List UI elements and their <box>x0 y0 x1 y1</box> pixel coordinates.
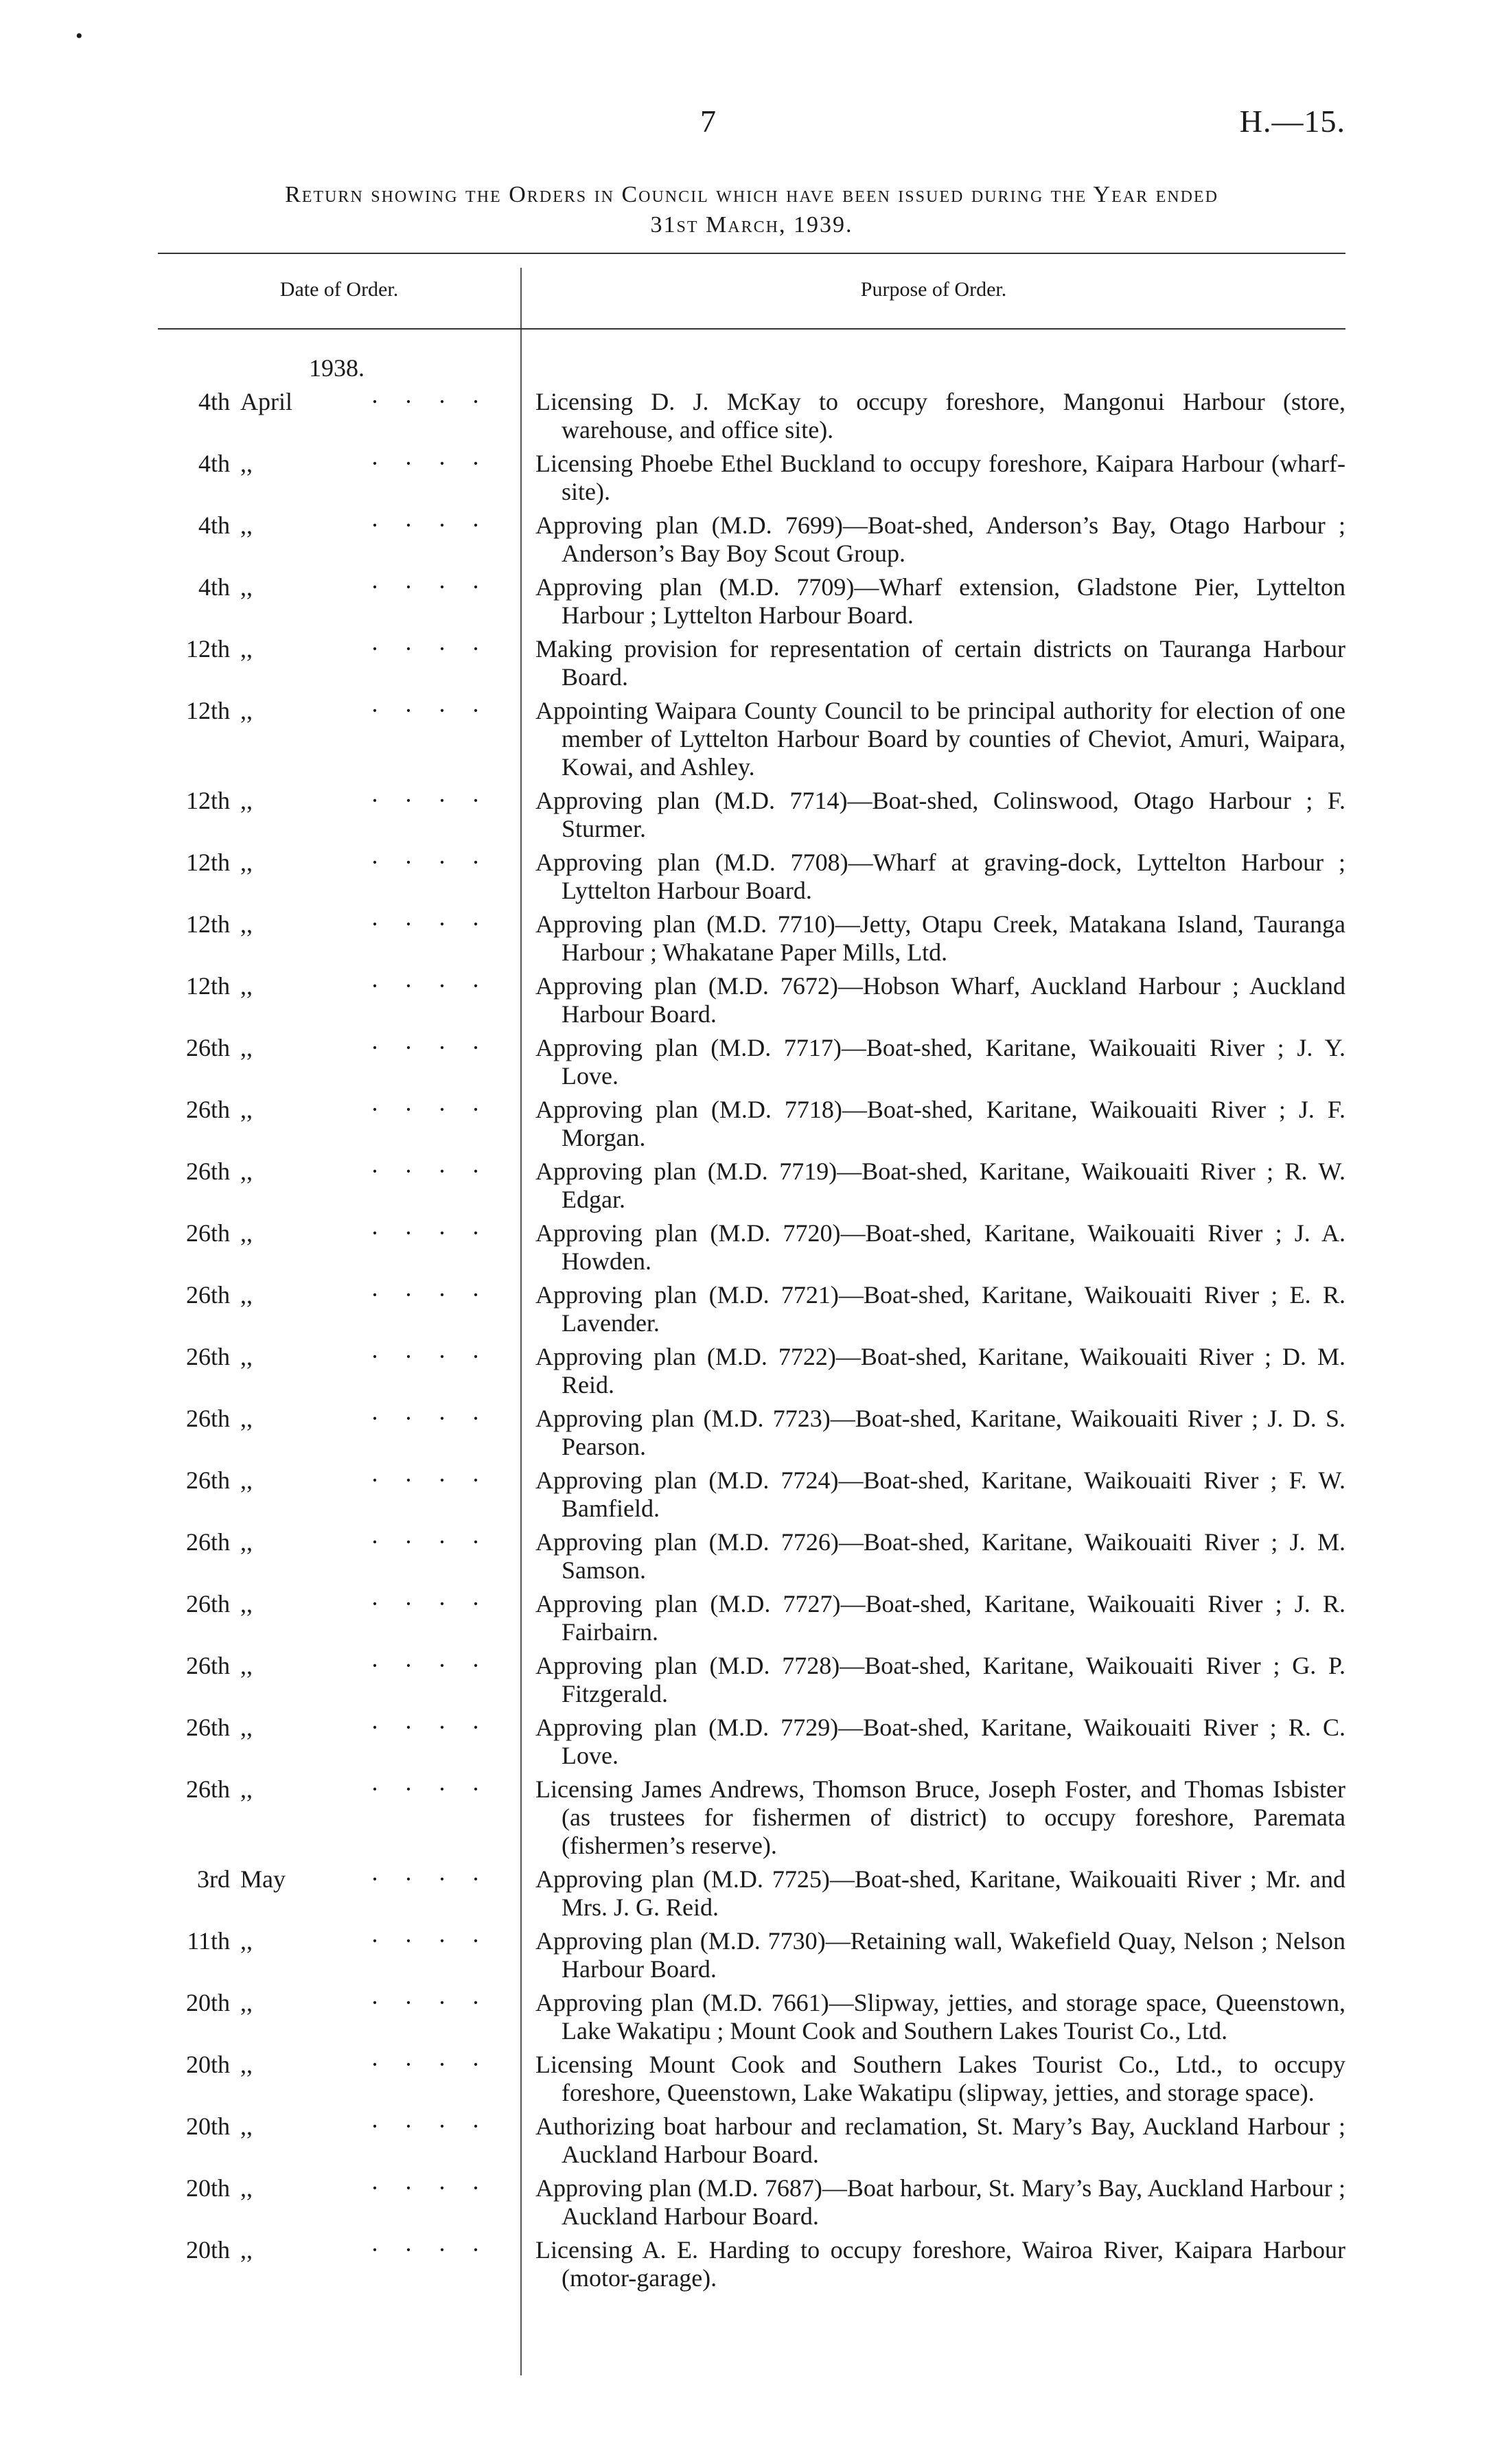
dot-leader: · · · · <box>371 1343 489 1370</box>
date-month: ,, <box>240 787 253 814</box>
dot-leader: · · · · <box>371 511 489 539</box>
table-row <box>158 2236 1345 2292</box>
dot-leader: · · · · <box>371 1528 489 1556</box>
table-top-rule <box>158 253 1345 254</box>
date-month: ,, <box>240 1343 253 1370</box>
purpose-cell: Approving plan (M.D. 7721)—Boat-shed, Karitane, Waikouaiti River ; E. R. Lavender. <box>535 1281 1345 1337</box>
date-month: April <box>240 388 292 415</box>
date-day: 26th <box>185 1528 230 1556</box>
date-month: ,, <box>240 1096 253 1123</box>
date-day: 26th <box>185 1343 230 1370</box>
dot-leader: · · · · <box>371 1652 489 1679</box>
date-cell <box>158 2236 520 2292</box>
date-month: ,, <box>240 2051 253 2078</box>
dot-leader: · · · · <box>371 972 489 1000</box>
table-row <box>158 635 1345 691</box>
date-day: 20th <box>185 1989 230 2016</box>
date-month: ,, <box>240 1652 253 1679</box>
date-day: 4th <box>198 450 230 477</box>
purpose-cell: Appointing Waipara County Council to be principal authority for election of one member of Lyttelton Harbour Board by counties of Cheviot, Amuri, Waipara, Kowai, and Ashley. <box>535 697 1345 781</box>
date-day: 12th <box>185 910 230 938</box>
purpose-cell: Approving plan (M.D. 7710)—Jetty, Otapu Creek, Matakana Island, Tauranga Harbour ; Whakatane Paper Mills, Ltd. <box>535 910 1345 966</box>
table-row <box>158 1927 1345 1983</box>
date-cell <box>158 2112 520 2169</box>
date-day: 26th <box>185 1158 230 1185</box>
date-month: ,, <box>240 1989 253 2016</box>
date-cell <box>158 1466 520 1523</box>
purpose-cell: Licensing James Andrews, Thomson Bruce, Joseph Foster, and Thomas Isbister (as trustees for fishermen of district) to occupy foreshore, Paremata (fishermen’s reserve). <box>535 1775 1345 1859</box>
date-month: ,, <box>240 511 253 539</box>
dot-leader: · · · · <box>371 1590 489 1617</box>
date-day: 26th <box>185 1590 230 1617</box>
dot-leader: · · · · <box>371 1405 489 1432</box>
date-month: ,, <box>240 2112 253 2140</box>
table-row <box>158 450 1345 506</box>
date-month: ,, <box>240 1034 253 1061</box>
table-row <box>158 2051 1345 2107</box>
date-day: 20th <box>185 2051 230 2078</box>
date-day: 20th <box>185 2236 230 2264</box>
date-cell <box>158 1865 520 1922</box>
date-month: ,, <box>240 2236 253 2264</box>
date-day: 26th <box>185 1219 230 1247</box>
header-bottom-rule <box>158 328 1345 330</box>
document-title <box>158 180 1345 240</box>
date-cell <box>158 1989 520 2045</box>
purpose-cell: Approving plan (M.D. 7725)—Boat-shed, Karitane, Waikouaiti River ; Mr. and Mrs. J. G. Reid. <box>535 1865 1345 1921</box>
purpose-cell: Approving plan (M.D. 7729)—Boat-shed, Karitane, Waikouaiti River ; R. C. Love. <box>535 1714 1345 1769</box>
purpose-cell: Licensing D. J. McKay to occupy foreshore, Mangonui Harbour (store, warehouse, and office site). <box>535 388 1345 444</box>
date-day: 4th <box>198 388 230 415</box>
table-row <box>158 1219 1345 1276</box>
dot-leader: · · · · <box>371 1466 489 1494</box>
date-cell <box>158 388 520 444</box>
date-month: ,, <box>240 1927 253 1955</box>
purpose-cell: Licensing Phoebe Ethel Buckland to occupy foreshore, Kaipara Harbour (wharf-site). <box>535 450 1345 505</box>
table-row <box>158 910 1345 967</box>
date-month: ,, <box>240 697 253 724</box>
page-header <box>158 103 1345 144</box>
purpose-cell: Approving plan (M.D. 7661)—Slipway, jetties, and storage space, Queenstown, Lake Wakatipu ; Mount Cook and Southern Lakes Tourist Co., Ltd. <box>535 1989 1345 2045</box>
date-cell <box>158 1714 520 1770</box>
date-month: ,, <box>240 1466 253 1494</box>
date-month: ,, <box>240 972 253 1000</box>
date-cell <box>158 972 520 1028</box>
year-label: 1938. <box>309 354 365 382</box>
dot-leader: · · · · <box>371 910 489 938</box>
date-cell <box>158 787 520 843</box>
dot-leader: · · · · <box>371 1775 489 1803</box>
table-row <box>158 1528 1345 1585</box>
dot-leader: · · · · <box>371 697 489 724</box>
table-row <box>158 1405 1345 1461</box>
date-day: 12th <box>185 697 230 724</box>
table-row <box>158 1989 1345 2045</box>
purpose-cell: Approving plan (M.D. 7719)—Boat-shed, Karitane, Waikouaiti River ; R. W. Edgar. <box>535 1158 1345 1213</box>
dot-leader: · · · · <box>371 2051 489 2078</box>
table-row <box>158 511 1345 568</box>
column-header-date: Date of Order. <box>279 278 399 301</box>
date-cell <box>158 1927 520 1983</box>
table-row <box>158 1096 1345 1152</box>
dot-leader: · · · · <box>371 1989 489 2016</box>
purpose-cell: Approving plan (M.D. 7727)—Boat-shed, Karitane, Waikouaiti River ; J. R. Fairbairn. <box>535 1590 1345 1646</box>
purpose-cell: Approving plan (M.D. 7699)—Boat-shed, Anderson’s Bay, Otago Harbour ; Anderson’s Bay Boy Scout Group. <box>535 511 1345 567</box>
date-day: 4th <box>198 573 230 601</box>
date-cell <box>158 1590 520 1646</box>
date-day: 26th <box>185 1775 230 1803</box>
table-row <box>158 1775 1345 1860</box>
date-cell <box>158 2051 520 2107</box>
purpose-cell: Approving plan (M.D. 7724)—Boat-shed, Karitane, Waikouaiti River ; F. W. Bamfield. <box>535 1466 1345 1522</box>
date-cell <box>158 1219 520 1276</box>
date-day: 26th <box>185 1652 230 1679</box>
dot-leader: · · · · <box>371 787 489 814</box>
date-cell <box>158 573 520 630</box>
dot-leader: · · · · <box>371 1927 489 1955</box>
date-cell <box>158 1405 520 1461</box>
date-cell <box>158 1096 520 1152</box>
date-cell <box>158 1775 520 1860</box>
purpose-cell: Approving plan (M.D. 7717)—Boat-shed, Karitane, Waikouaiti River ; J. Y. Love. <box>535 1034 1345 1090</box>
date-day: 12th <box>185 849 230 876</box>
table-row <box>158 1590 1345 1646</box>
purpose-cell: Approving plan (M.D. 7714)—Boat-shed, Colinswood, Otago Harbour ; F. Sturmer. <box>535 787 1345 842</box>
date-month: ,, <box>240 1714 253 1741</box>
date-day: 26th <box>185 1034 230 1061</box>
purpose-cell: Approving plan (M.D. 7726)—Boat-shed, Karitane, Waikouaiti River ; J. M. Samson. <box>535 1528 1345 1584</box>
document-reference: H.—15. <box>1239 104 1345 139</box>
stray-mark: • <box>76 25 83 47</box>
date-cell <box>158 1034 520 1090</box>
date-day: 20th <box>185 2174 230 2202</box>
dot-leader: · · · · <box>371 2174 489 2202</box>
table-row <box>158 1158 1345 1214</box>
date-day: 26th <box>185 1466 230 1494</box>
purpose-cell: Approving plan (M.D. 7672)—Hobson Wharf, Auckland Harbour ; Auckland Harbour Board. <box>535 972 1345 1028</box>
date-month: ,, <box>240 573 253 601</box>
orders-rows <box>158 388 1345 2298</box>
dot-leader: · · · · <box>371 1714 489 1741</box>
purpose-cell: Approving plan (M.D. 7723)—Boat-shed, Karitane, Waikouaiti River ; J. D. S. Pearson. <box>535 1405 1345 1460</box>
purpose-cell: Approving plan (M.D. 7687)—Boat harbour, St. Mary’s Bay, Auckland Harbour ; Auckland Harbour Board. <box>535 2174 1345 2230</box>
date-cell <box>158 450 520 506</box>
table-row <box>158 573 1345 630</box>
date-day: 20th <box>185 2112 230 2140</box>
table-row <box>158 1281 1345 1337</box>
date-month: ,, <box>240 910 253 938</box>
purpose-cell: Licensing Mount Cook and Southern Lakes Tourist Co., Ltd., to occupy foreshore, Queenstown, Lake Wakatipu (slipway, jetties, and storage space). <box>535 2051 1345 2106</box>
page-number: 7 <box>700 104 716 139</box>
purpose-cell: Authorizing boat harbour and reclamation, St. Mary’s Bay, Auckland Harbour ; Auckland Harbour Board. <box>535 2112 1345 2168</box>
table-row <box>158 849 1345 905</box>
table-row <box>158 1652 1345 1708</box>
date-cell <box>158 1158 520 1214</box>
dot-leader: · · · · <box>371 1865 489 1893</box>
date-month: ,, <box>240 1281 253 1309</box>
date-day: 26th <box>185 1281 230 1309</box>
date-month: ,, <box>240 849 253 876</box>
date-cell <box>158 511 520 568</box>
dot-leader: · · · · <box>371 849 489 876</box>
dot-leader: · · · · <box>371 2112 489 2140</box>
date-month: ,, <box>240 1158 253 1185</box>
date-cell <box>158 1343 520 1399</box>
date-day: 3rd <box>197 1865 230 1893</box>
dot-leader: · · · · <box>371 573 489 601</box>
dot-leader: · · · · <box>371 2236 489 2264</box>
date-day: 4th <box>198 511 230 539</box>
dot-leader: · · · · <box>371 1219 489 1247</box>
column-header-purpose: Purpose of Order. <box>860 278 1007 301</box>
date-cell <box>158 1528 520 1585</box>
dot-leader: · · · · <box>371 1034 489 1061</box>
dot-leader: · · · · <box>371 1281 489 1309</box>
date-month: ,, <box>240 635 253 663</box>
table-row <box>158 1714 1345 1770</box>
date-month: ,, <box>240 1775 253 1803</box>
purpose-cell: Approving plan (M.D. 7730)—Retaining wall, Wakefield Quay, Nelson ; Nelson Harbour Board. <box>535 1927 1345 1983</box>
dot-leader: · · · · <box>371 635 489 663</box>
date-cell <box>158 635 520 691</box>
date-month: ,, <box>240 1528 253 1556</box>
title-line-1: Return showing the Orders in Council which have been issued during the Year ended <box>285 182 1218 207</box>
date-day: 12th <box>185 787 230 814</box>
purpose-cell: Approving plan (M.D. 7718)—Boat-shed, Karitane, Waikouaiti River ; J. F. Morgan. <box>535 1096 1345 1151</box>
date-month: ,, <box>240 2174 253 2202</box>
date-day: 26th <box>185 1714 230 1741</box>
purpose-cell: Licensing A. E. Harding to occupy foreshore, Wairoa River, Kaipara Harbour (motor-garage). <box>535 2236 1345 2292</box>
date-day: 12th <box>185 972 230 1000</box>
table-row <box>158 1343 1345 1399</box>
purpose-cell: Approving plan (M.D. 7720)—Boat-shed, Karitane, Waikouaiti River ; J. A. Howden. <box>535 1219 1345 1275</box>
table-row <box>158 697 1345 781</box>
date-cell <box>158 910 520 967</box>
date-month: ,, <box>240 1405 253 1432</box>
date-cell <box>158 1652 520 1708</box>
purpose-cell: Approving plan (M.D. 7722)—Boat-shed, Karitane, Waikouaiti River ; D. M. Reid. <box>535 1343 1345 1398</box>
purpose-cell: Approving plan (M.D. 7728)—Boat-shed, Karitane, Waikouaiti River ; G. P. Fitzgerald. <box>535 1652 1345 1707</box>
table-row <box>158 1034 1345 1090</box>
title-line-2: 31st March, 1939. <box>650 212 853 238</box>
date-cell <box>158 2174 520 2231</box>
date-day: 12th <box>185 635 230 663</box>
dot-leader: · · · · <box>371 450 489 477</box>
table-row <box>158 972 1345 1028</box>
date-cell <box>158 1281 520 1337</box>
date-day: 26th <box>185 1405 230 1432</box>
table-row <box>158 1466 1345 1523</box>
date-cell <box>158 849 520 905</box>
date-month: ,, <box>240 1219 253 1247</box>
date-cell <box>158 697 520 781</box>
dot-leader: · · · · <box>371 1158 489 1185</box>
table-row <box>158 1865 1345 1922</box>
table-row <box>158 2174 1345 2231</box>
date-month: May <box>240 1865 286 1893</box>
table-row <box>158 388 1345 444</box>
dot-leader: · · · · <box>371 1096 489 1123</box>
date-month: ,, <box>240 450 253 477</box>
table-row <box>158 787 1345 843</box>
date-day: 11th <box>187 1927 230 1955</box>
date-month: ,, <box>240 1590 253 1617</box>
purpose-cell: Approving plan (M.D. 7709)—Wharf extension, Gladstone Pier, Lyttelton Harbour ; Lyttelton Harbour Board. <box>535 573 1345 629</box>
date-day: 26th <box>185 1096 230 1123</box>
purpose-cell: Approving plan (M.D. 7708)—Wharf at graving-dock, Lyttelton Harbour ; Lyttelton Harbour Board. <box>535 849 1345 904</box>
dot-leader: · · · · <box>371 388 489 415</box>
table-row <box>158 2112 1345 2169</box>
purpose-cell: Making provision for representation of certain districts on Tauranga Harbour Board. <box>535 635 1345 691</box>
